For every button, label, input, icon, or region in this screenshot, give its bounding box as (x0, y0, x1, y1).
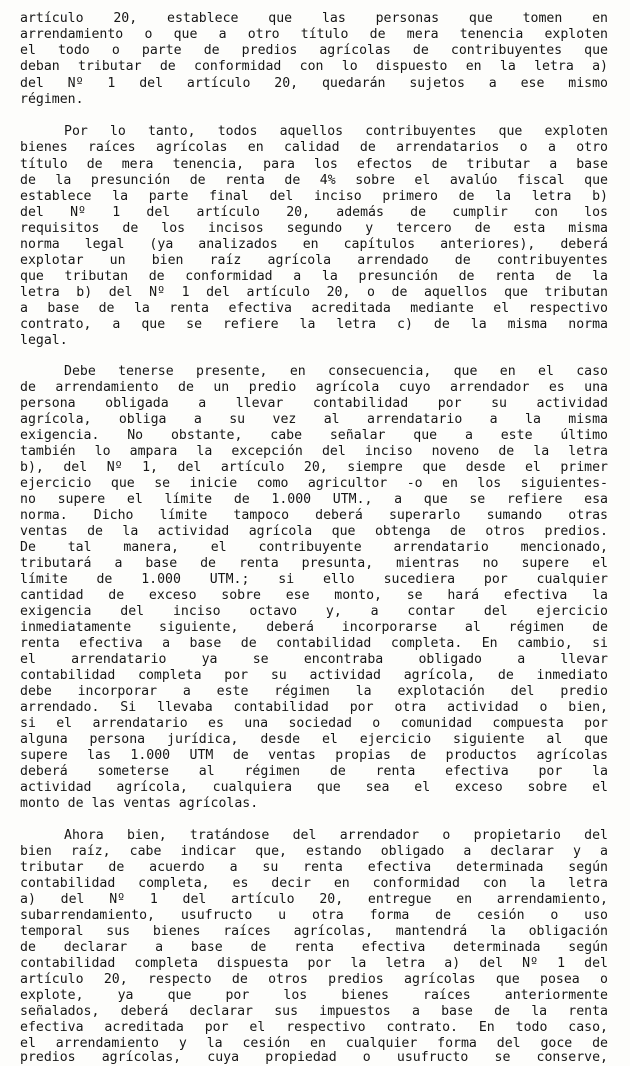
text-line: ejercicio que se inicie como agricultor -o en los siguientes- (20, 476, 608, 491)
text-line: norma legal (ya analizados en capítulos anteriores), deberá (20, 237, 608, 252)
text-line: Ahora bien, tratándose del arrendador o propietario del (64, 828, 608, 843)
text-line: que tributan de conformidad a la presunción de renta de la (20, 269, 608, 284)
text-line: explotar un bien raíz agrícola arrendado de contribuyentes (20, 253, 608, 268)
text-line: exigencia. No obstante, cabe señalar que a este último (20, 428, 608, 443)
text-line: tributará a base de renta presunta, mientras no supere el (20, 556, 608, 571)
text-line: persona obligada a llevar contabilidad por su actividad (20, 396, 608, 411)
text-line: artículo 20, establece que las personas que tomen en (20, 11, 608, 26)
text-line: señalados, deberá declarar sus impuestos a base de la renta (20, 1004, 608, 1019)
text-line: debe incorporar a este régimen la explotación del predio (20, 684, 608, 699)
text-line: arrendamiento o que a otro título de mera tenencia exploten (20, 27, 608, 42)
text-line: del Nº 1 del artículo 20, además de cumplir con los (20, 205, 608, 220)
text-line: renta efectiva a base de contabilidad completa. En cambio, si (20, 636, 608, 651)
text-line: explote, ya que por los bienes raíces anteriormente (20, 988, 608, 1003)
text-line: legal. (20, 333, 68, 348)
text-line: temporal sus bienes raíces agrícolas, mantendrá la obligación (20, 924, 608, 939)
text-line: predios agrícolas, cuya propiedad o usufructo se conserve, (20, 1050, 608, 1065)
text-line: contabilidad completa por su actividad agrícola, de inmediato (20, 668, 608, 683)
text-line: efectiva acreditada por el respectivo contrato. En todo caso, (20, 1020, 608, 1035)
text-line: supere las 1.000 UTM de ventas propias de productos agrícolas (20, 748, 608, 763)
text-line: a) del Nº 1 del artículo 20, entregue en arrendamiento, (20, 892, 608, 907)
text-line: título de mera tenencia, para los efectos de tributar a base (20, 157, 608, 172)
text-line: Debe tenerse presente, en consecuencia, que en el caso (64, 364, 608, 379)
text-line: de la presunción de renta de 4% sobre el avalúo fiscal que (20, 173, 608, 188)
text-line: arrendado. Si llevaba contabilidad por otra actividad o bien, (20, 700, 608, 715)
text-line: inmediatamente siguiente, deberá incorporarse al régimen de (20, 620, 608, 635)
text-line: subarrendamiento, usufructo u otra forma de cesión o uso (20, 908, 608, 923)
text-line: b), del Nº 1, del artículo 20, siempre que desde el primer (20, 460, 608, 475)
text-line: contabilidad completa dispuesta por la letra a) del Nº 1 del (20, 956, 608, 971)
text-line: el todo o parte de predios agrícolas de contribuyentes que (20, 43, 608, 58)
text-line: monto de las ventas agrícolas. (20, 796, 259, 811)
text-line: el arrendamiento y la cesión en cualquier forma del goce de (20, 1036, 608, 1051)
text-line: deban tributar de conformidad con lo dispuesto en la letra a) (20, 59, 608, 74)
text-line: de declarar a base de renta efectiva determinada según (20, 940, 608, 955)
text-line: no supere el límite de 1.000 UTM., a que se refiere esa (20, 492, 608, 507)
text-line: agrícola, obliga a su vez al arrendatario a la misma (20, 412, 608, 427)
text-line: contrato, a que se refiere la letra c) de la misma norma (20, 317, 608, 332)
text-line: alguna persona jurídica, desde el ejercicio siguiente al que (20, 732, 608, 747)
text-line: bienes raíces agrícolas en calidad de arrendatarios o a otro (20, 140, 608, 155)
text-line: ventas de la actividad agrícola que obtenga de otros predios. (20, 524, 608, 539)
text-line: establece la parte final del inciso primero de la letra b) (20, 189, 608, 204)
text-line: del Nº 1 del artículo 20, quedarán sujetos a ese mismo (20, 76, 608, 91)
text-line: tributar de acuerdo a su renta efectiva determinada según (20, 860, 608, 875)
text-line: De tal manera, el contribuyente arrendatario mencionado, (20, 540, 608, 555)
text-line: régimen. (20, 92, 84, 107)
text-line: si el arrendatario es una sociedad o comunidad compuesta por (20, 716, 608, 731)
text-line: exigencia del inciso octavo y, a contar del ejercicio (20, 604, 608, 619)
text-line: norma. Dicho límite tampoco deberá superarlo sumando otras (20, 508, 608, 523)
text-line: también lo ampara la excepción del inciso noveno de la letra (20, 444, 608, 459)
text-line: letra b) del Nº 1 del artículo 20, o de aquellos que tributan (20, 285, 608, 300)
text-line: el arrendatario ya se encontraba obligado a llevar (20, 652, 608, 667)
text-line: artículo 20, respecto de otros predios agrícolas que posea o (20, 972, 608, 987)
text-line: contabilidad completa, es decir en conformidad con la letra (20, 876, 608, 891)
text-line: cantidad de exceso sobre ese monto, se hará efectiva la (20, 588, 608, 603)
text-line: de arrendamiento de un predio agrícola cuyo arrendador es una (20, 380, 608, 395)
text-line: límite de 1.000 UTM.; si ello sucediera por cualquier (20, 572, 608, 587)
text-line: actividad agrícola, cualquiera que sea el exceso sobre el (20, 780, 608, 795)
text-line: deberá someterse al régimen de renta efectiva por la (20, 764, 608, 779)
text-line: requisitos de los incisos segundo y tercero de esta misma (20, 221, 608, 236)
text-line: bien raíz, cabe indicar que, estando obligado a declarar y a (20, 844, 608, 859)
text-line: a base de la renta efectiva acreditada mediante el respectivo (20, 301, 608, 316)
text-line: Por lo tanto, todos aquellos contribuyentes que exploten (64, 124, 608, 139)
